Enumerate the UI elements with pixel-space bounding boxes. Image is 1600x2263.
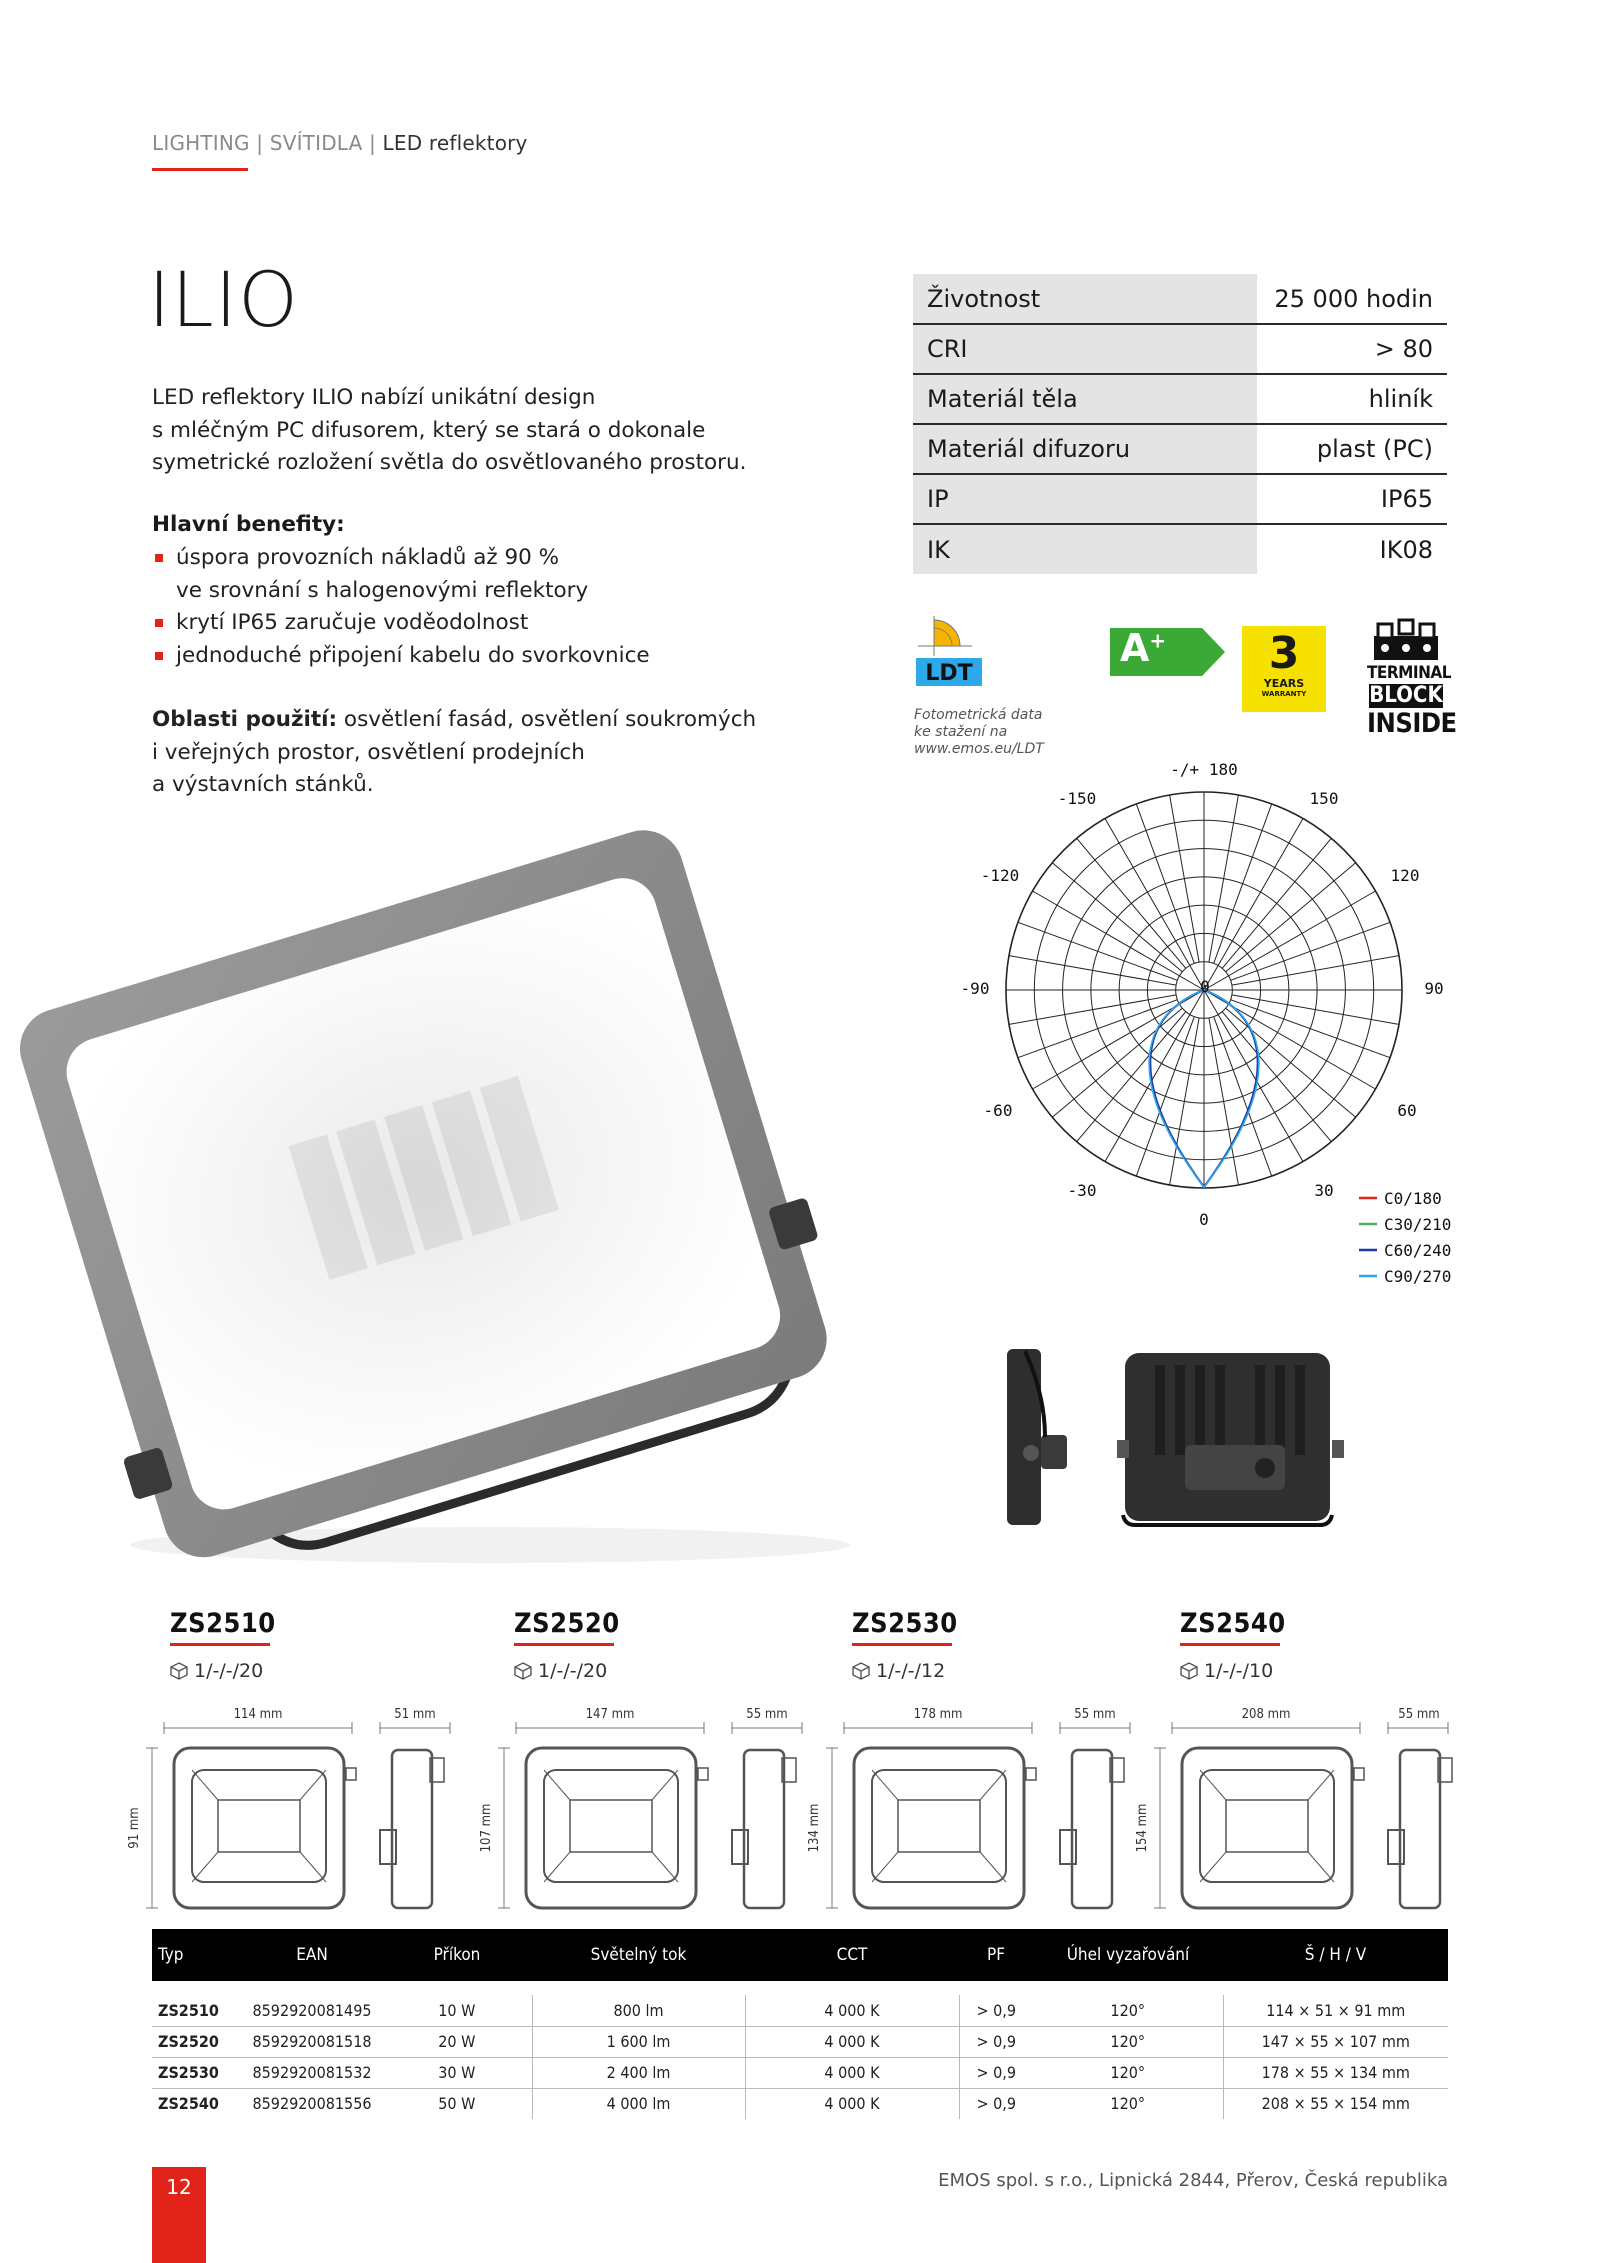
model-underline xyxy=(1180,1643,1280,1646)
polar-spoke xyxy=(1222,838,1331,968)
table-cell: 2 400 lm xyxy=(532,2057,745,2088)
table-cell: 178 × 55 × 134 mm xyxy=(1223,2057,1448,2088)
package-box-icon xyxy=(852,1662,870,1680)
model-card xyxy=(514,1608,620,1682)
table-cell: 30 W xyxy=(382,2057,532,2088)
benefits-heading: Hlavní benefity: xyxy=(152,512,345,537)
breadcrumb xyxy=(152,131,528,155)
spec-value: hliník xyxy=(1257,374,1447,424)
model-underline xyxy=(852,1643,952,1646)
ldt-caption-line: Fotometrická data xyxy=(914,707,1043,723)
table-row xyxy=(152,1995,1448,2026)
angle-label: -60 xyxy=(983,1101,1013,1120)
depth-label: 55 mm xyxy=(1398,1707,1440,1722)
page-title: ILIO xyxy=(148,255,299,344)
table-row xyxy=(152,2026,1448,2057)
packaging-info xyxy=(852,1660,958,1682)
polar-light-distribution-chart xyxy=(940,750,1460,1300)
spec-key: IP xyxy=(913,474,1257,524)
benefit-text: úspora provozních nákladů až 90 % xyxy=(176,545,560,570)
depth-label: 55 mm xyxy=(746,1707,788,1722)
table-cell: 8592920081556 xyxy=(252,2094,372,2114)
usage-text xyxy=(152,704,756,802)
model-code: ZS2510 xyxy=(170,1608,276,1639)
chart-legend xyxy=(1359,1189,1451,1286)
height-label: 91 mm xyxy=(127,1807,142,1849)
terminal-text-3: INSIDE xyxy=(1367,708,1457,739)
angle-label: -150 xyxy=(1057,789,1097,808)
legend-label: C30/210 xyxy=(1384,1215,1452,1234)
spec-value: > 80 xyxy=(1257,324,1447,374)
benefits-list xyxy=(152,542,650,672)
table-cell: 50 W xyxy=(382,2088,532,2119)
model-card xyxy=(170,1608,276,1682)
table-cell: 8592920081495 xyxy=(242,1995,382,2026)
table-cell: ZS2540 xyxy=(158,2094,219,2114)
table-row xyxy=(152,2088,1448,2119)
floodlight-back-view-image xyxy=(1115,1345,1350,1530)
warranty-years: YEARS xyxy=(1263,677,1305,690)
floodlight-product-image xyxy=(60,810,880,1570)
table-cell: > 0,9 xyxy=(959,2026,1033,2057)
packaging-value: 1/-/-/10 xyxy=(1204,1660,1274,1682)
spec-row xyxy=(913,324,1447,374)
table-cell: 800 lm xyxy=(532,1995,745,2026)
package-box-icon xyxy=(1180,1662,1198,1680)
spec-row xyxy=(913,474,1447,524)
angle-label: 150 xyxy=(1309,789,1339,808)
angle-label: -30 xyxy=(1067,1181,1097,1200)
warranty-number: 3 xyxy=(1268,628,1300,679)
column-header: Typ xyxy=(152,1929,242,1981)
table-cell: 8592920081518 xyxy=(242,2026,382,2057)
dimension-drawing xyxy=(1135,1700,1468,1910)
benefit-text: jednoduché připojení kabelu do svorkovnice xyxy=(176,642,650,668)
depth-label: 55 mm xyxy=(1074,1707,1116,1722)
model-card xyxy=(1180,1608,1286,1682)
ldt-text: LDT xyxy=(925,661,973,686)
table-cell: 4 000 K xyxy=(745,2057,959,2088)
terminal-block-label xyxy=(1367,663,1457,739)
column-header: CCT xyxy=(745,1929,959,1981)
polar-spoke xyxy=(1077,1012,1186,1142)
table-cell: 120° xyxy=(1033,2026,1223,2057)
spec-row xyxy=(913,524,1447,574)
breadcrumb-path: LIGHTING | SVÍTIDLA | xyxy=(152,131,383,155)
table-cell: ZS2510 xyxy=(152,1995,242,2026)
center-label: 0 xyxy=(1200,977,1210,996)
model-underline xyxy=(170,1643,270,1646)
dimension-drawing xyxy=(479,1700,822,1910)
angle-label: -120 xyxy=(980,866,1020,885)
dimension-drawing xyxy=(807,1700,1150,1910)
package-box-icon xyxy=(170,1662,188,1680)
polar-spoke xyxy=(1226,1008,1356,1117)
breadcrumb-current: LED reflektory xyxy=(382,131,528,155)
height-label: 134 mm xyxy=(807,1803,822,1853)
page-number: 12 xyxy=(152,2167,206,2263)
intro-line: s mléčným PC difusorem, který se stará o dokonale xyxy=(152,417,706,443)
table-cell: 120° xyxy=(1033,1995,1223,2026)
column-header: Úhel vyzařování xyxy=(1033,1929,1223,1981)
warranty-word: WARRANTY xyxy=(1261,690,1307,698)
column-header: Příkon xyxy=(382,1929,532,1981)
width-label: 178 mm xyxy=(913,1707,963,1722)
column-header: Světelný tok xyxy=(532,1929,745,1981)
spec-row xyxy=(913,374,1447,424)
table-cell: 10 W xyxy=(382,1995,532,2026)
model-code: ZS2530 xyxy=(852,1608,958,1639)
energy-class-letter: A xyxy=(1120,626,1150,670)
angle-label: -90 xyxy=(960,979,990,998)
column-header: EAN xyxy=(242,1929,382,1981)
usage-line: osvětlení fasád, osvětlení soukromých xyxy=(337,707,757,732)
table-cell: 20 W xyxy=(382,2026,532,2057)
width-label: 147 mm xyxy=(585,1707,635,1722)
width-label: 208 mm xyxy=(1241,1707,1291,1722)
table-cell: 4 000 K xyxy=(745,1995,959,2026)
column-header: PF xyxy=(959,1929,1033,1981)
model-card xyxy=(852,1608,958,1682)
dimension-drawing xyxy=(127,1700,470,1910)
table-cell: 120° xyxy=(1033,2057,1223,2088)
breadcrumb-underline xyxy=(152,168,248,171)
benefit-text: krytí IP65 zaručuje voděodolnost xyxy=(176,610,529,635)
spec-value: IP65 xyxy=(1257,474,1447,524)
depth-label: 51 mm xyxy=(394,1707,436,1722)
terminal-text-2: BLOCK xyxy=(1369,683,1443,708)
angle-label: 90 xyxy=(1424,979,1444,998)
angle-label: 30 xyxy=(1314,1181,1334,1200)
table-cell: 4 000 K xyxy=(745,2026,959,2057)
table-cell: 147 × 55 × 107 mm xyxy=(1223,2026,1448,2057)
model-underline xyxy=(514,1643,614,1646)
footer-address: EMOS spol. s r.o., Lipnická 2844, Přerov, Česká republika xyxy=(938,2170,1448,2191)
benefit-item xyxy=(152,542,650,607)
column-header: Š / H / V xyxy=(1223,1929,1448,1981)
benefit-item xyxy=(152,640,650,673)
energy-class-label xyxy=(1120,626,1166,670)
intro-line: LED reflektory ILIO nabízí unikátní design xyxy=(152,385,596,410)
angle-label: -/+ 180 xyxy=(1170,760,1238,779)
packaging-value: 1/-/-/20 xyxy=(194,1660,264,1682)
usage-line: i veřejných prostor, osvětlení prodejních xyxy=(152,739,585,765)
table-cell: 8592920081532 xyxy=(242,2057,382,2088)
packaging-info xyxy=(514,1660,620,1682)
usage-line: a výstavních stánků. xyxy=(152,772,374,797)
intro-text xyxy=(152,382,772,480)
spec-key: CRI xyxy=(913,324,1257,374)
height-label: 107 mm xyxy=(479,1803,494,1853)
spec-value: plast (PC) xyxy=(1257,424,1447,474)
table-cell: > 0,9 xyxy=(976,2094,1016,2114)
spec-key: IK xyxy=(913,524,1257,574)
table-cell: 114 × 51 × 91 mm xyxy=(1223,1995,1448,2026)
table-header-row xyxy=(152,1929,1448,1981)
table-cell: 4 000 K xyxy=(745,2088,959,2119)
table-cell: 1 600 lm xyxy=(532,2026,745,2057)
polar-spoke xyxy=(1052,863,1182,972)
table-cell: ZS2530 xyxy=(152,2057,242,2088)
spec-key: Materiál těla xyxy=(913,374,1257,424)
ldt-photometric-icon xyxy=(914,614,984,688)
specs-table xyxy=(913,274,1447,574)
width-label: 114 mm xyxy=(233,1707,283,1722)
usage-label: Oblasti použití: xyxy=(152,707,338,732)
legend-label: C90/270 xyxy=(1384,1267,1452,1286)
model-code: ZS2520 xyxy=(514,1608,620,1639)
table-cell: 120° xyxy=(1033,2088,1223,2119)
table-cell: ZS2520 xyxy=(152,2026,242,2057)
spec-value: 25 000 hodin xyxy=(1257,274,1447,324)
terminal-text-1: TERMINAL xyxy=(1367,663,1451,683)
packaging-value: 1/-/-/12 xyxy=(876,1660,946,1682)
packaging-info xyxy=(1180,1660,1286,1682)
ldt-caption-line: www.emos.eu/LDT xyxy=(914,741,1044,757)
warranty-badge xyxy=(1242,626,1326,712)
spec-key: Materiál difuzoru xyxy=(913,424,1257,474)
table-cell: 4 000 lm xyxy=(532,2088,745,2119)
intro-line: symetrické rozložení světla do osvětlovaného prostoru. xyxy=(152,450,747,475)
legend-label: C60/240 xyxy=(1384,1241,1452,1260)
polar-spoke xyxy=(1226,863,1356,972)
packaging-value: 1/-/-/20 xyxy=(538,1660,608,1682)
product-data-table xyxy=(152,1929,1448,2119)
benefit-text-cont: ve srovnání s halogenovými reflektory xyxy=(176,577,589,603)
package-box-icon xyxy=(514,1662,532,1680)
angle-label: 0 xyxy=(1199,1210,1209,1229)
table-cell: > 0,9 xyxy=(959,1995,1033,2026)
table-row xyxy=(152,2057,1448,2088)
ldt-caption-line: ke stažení na xyxy=(914,724,1008,740)
floodlight-side-view-image xyxy=(985,1345,1090,1530)
polar-spoke xyxy=(1052,1008,1182,1117)
angle-label: 120 xyxy=(1390,866,1420,885)
polar-spoke xyxy=(1077,838,1186,968)
spec-row xyxy=(913,424,1447,474)
energy-class-plus: + xyxy=(1149,628,1167,653)
spec-row xyxy=(913,274,1447,324)
height-label: 154 mm xyxy=(1135,1803,1150,1853)
angle-label: 60 xyxy=(1397,1101,1417,1120)
table-cell: 208 × 55 × 154 mm xyxy=(1261,2094,1410,2114)
legend-label: C0/180 xyxy=(1384,1189,1442,1208)
spec-key: Životnost xyxy=(913,274,1257,324)
model-code: ZS2540 xyxy=(1180,1608,1286,1639)
spec-value: IK08 xyxy=(1257,524,1447,574)
table-cell: > 0,9 xyxy=(959,2057,1033,2088)
benefit-item xyxy=(152,607,650,640)
packaging-info xyxy=(170,1660,276,1682)
polar-spoke xyxy=(1222,1012,1331,1142)
